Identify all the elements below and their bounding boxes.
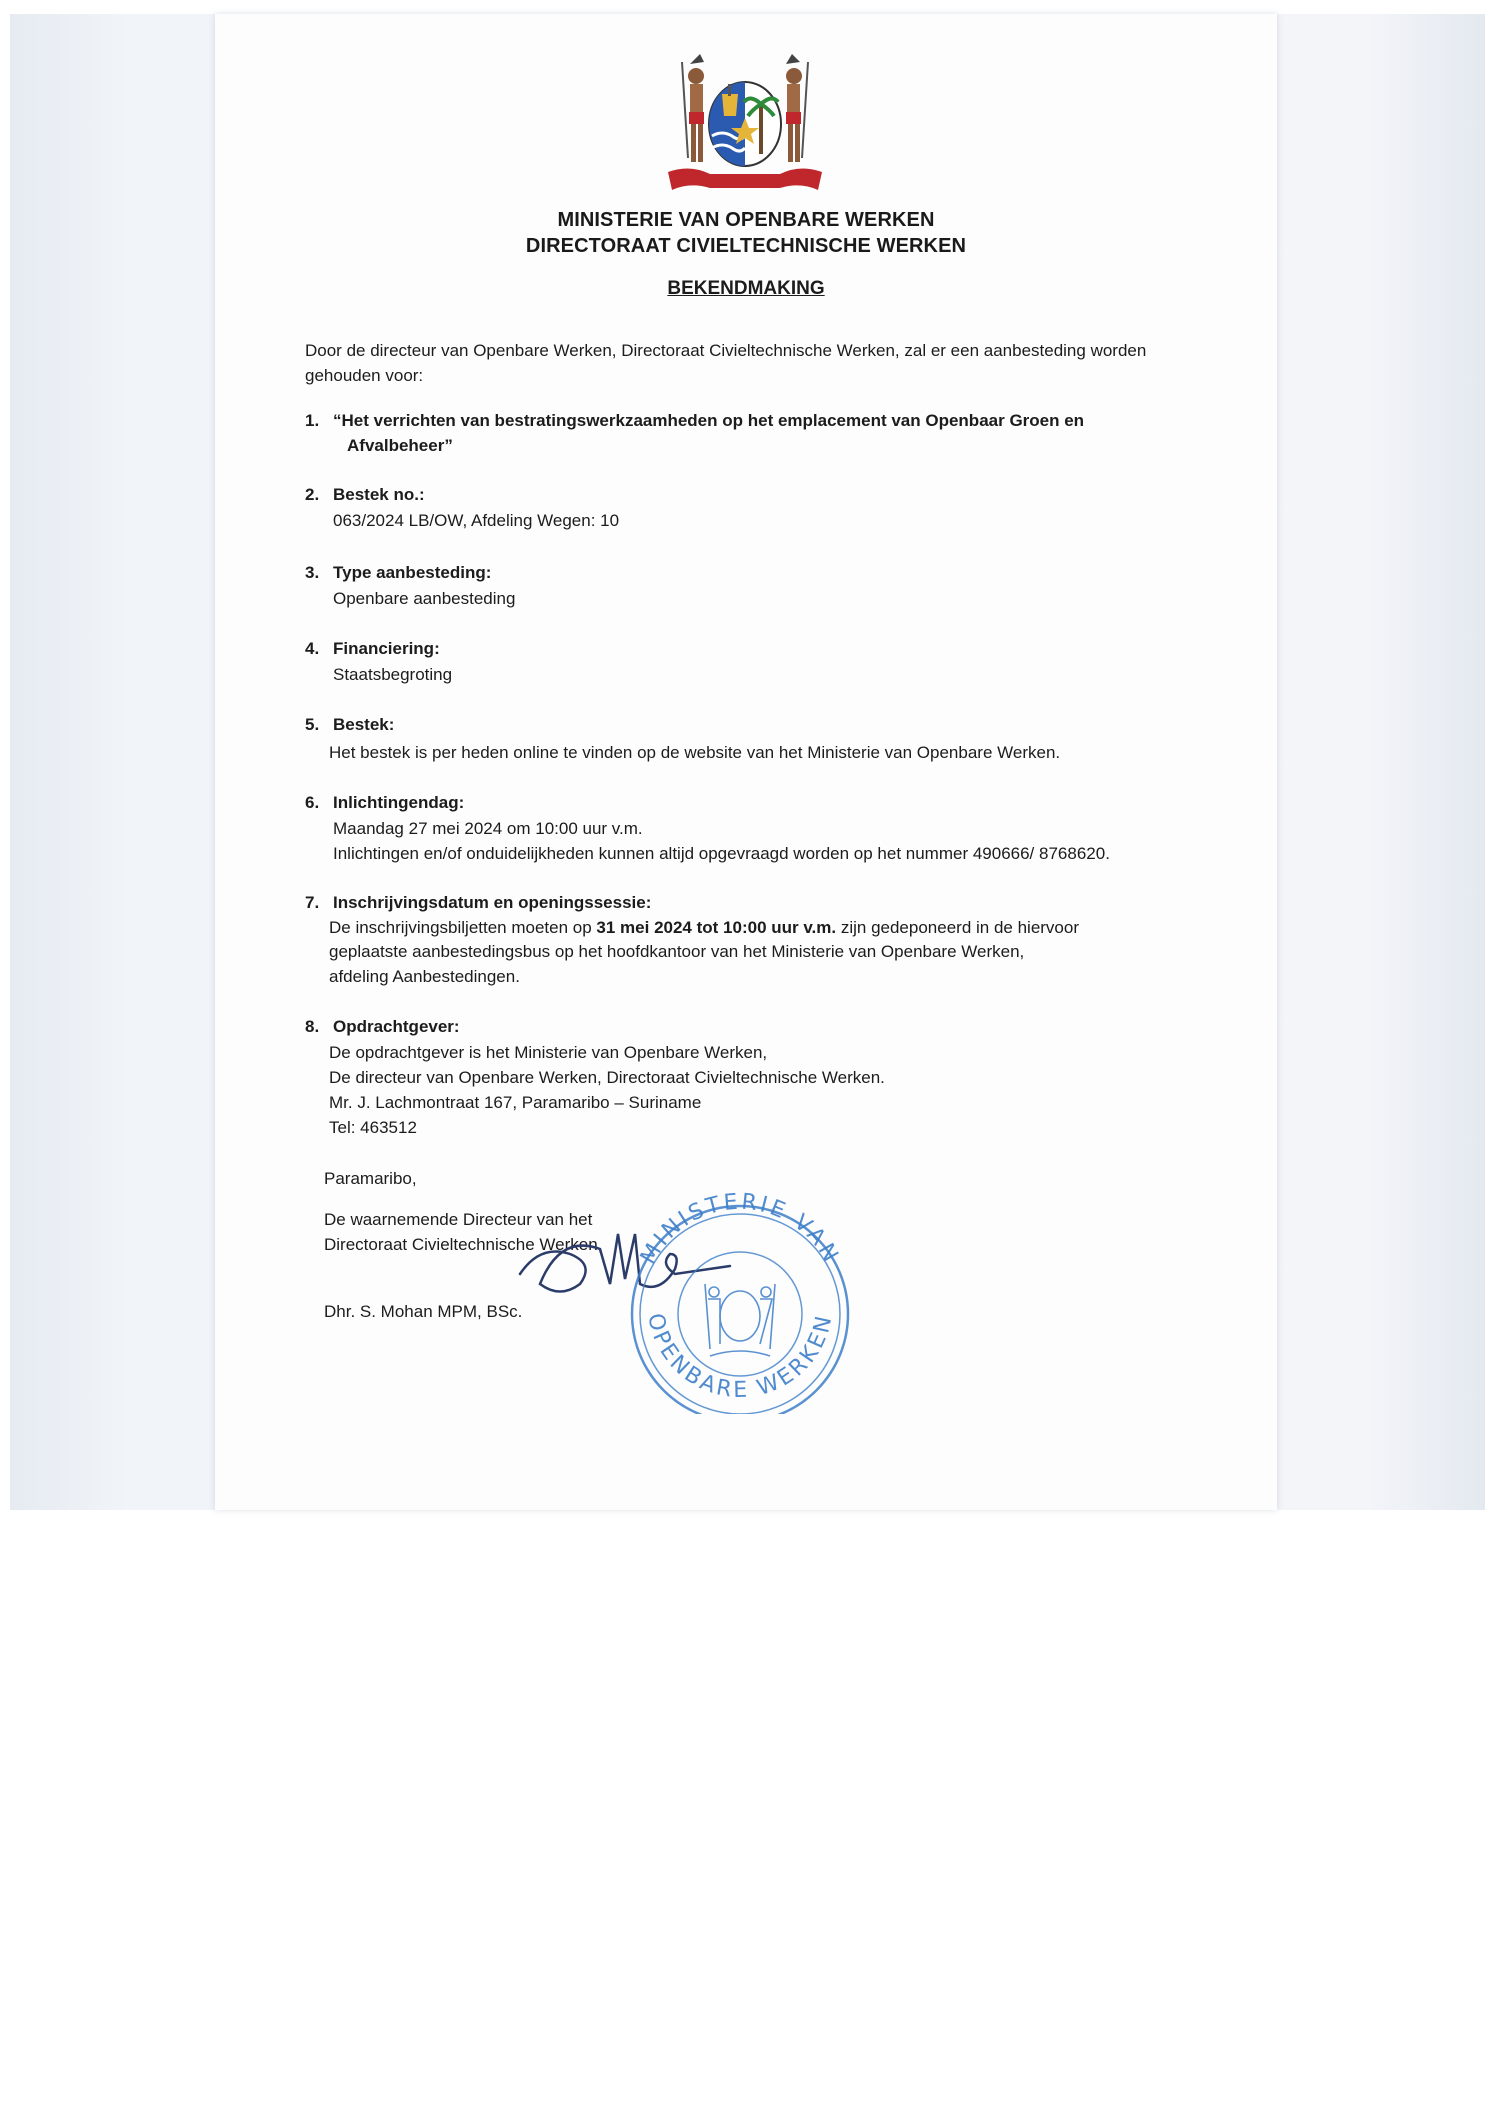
coat-of-arms-emblem bbox=[660, 54, 830, 196]
item-line: De opdrachtgever is het Ministerie van Openbare Werken, bbox=[329, 1043, 768, 1062]
item-number: 1. bbox=[305, 411, 320, 430]
item-line: Staatsbegroting bbox=[333, 665, 453, 684]
item-heading: Inlichtingendag: bbox=[333, 793, 465, 812]
item-line: afdeling Aanbestedingen. bbox=[329, 967, 520, 986]
document-page bbox=[215, 14, 1277, 1510]
intro-line-1: Door de directeur van Openbare Werken, Directoraat Civieltechnische Werken, zal er een aanbesteding worden bbox=[305, 341, 1147, 360]
item-number: 3. bbox=[305, 563, 320, 582]
item-line: Mr. J. Lachmontraat 167, Paramaribo – Suriname bbox=[329, 1093, 702, 1112]
item-heading: Financiering: bbox=[333, 639, 440, 658]
document-title: BEKENDMAKING bbox=[667, 278, 825, 299]
svg-text:OPENBARE WERKEN bbox=[642, 1311, 838, 1403]
item-heading: Bestek no.: bbox=[333, 485, 425, 504]
item-line: Inlichtingen en/of onduidelijkheden kunnen altijd opgevraagd worden op het nummer 490666/ 8768620. bbox=[333, 844, 1110, 863]
directorate-heading: DIRECTORAAT CIVIELTECHNISCHE WERKEN bbox=[525, 235, 967, 257]
item-line: Het bestek is per heden online te vinden op de website van het Ministerie van Openbare Werken. bbox=[329, 743, 1061, 762]
item-number: 8. bbox=[305, 1017, 320, 1036]
item-number: 2. bbox=[305, 485, 320, 504]
item-number: 6. bbox=[305, 793, 320, 812]
item-line: De directeur van Openbare Werken, Directoraat Civieltechnische Werken. bbox=[329, 1068, 885, 1087]
item-heading: Type aanbesteding: bbox=[333, 563, 492, 582]
item-heading: Bestek: bbox=[333, 715, 395, 734]
item-heading: Inschrijvingsdatum en openingssessie: bbox=[333, 893, 652, 912]
item-line: geplaatste aanbestedingsbus op het hoofdkantoor van het Ministerie van Openbare Werken, bbox=[329, 942, 1025, 961]
item-line-part: De inschrijvingsbiljetten moeten op bbox=[329, 918, 597, 937]
item-line-part: zijn gedeponeerd in de hiervoor bbox=[836, 918, 1079, 937]
item-line: Openbare aanbesteding bbox=[333, 589, 516, 608]
official-stamp-and-signature bbox=[500, 1174, 920, 1414]
item-number: 5. bbox=[305, 715, 320, 734]
intro-line-2: gehouden voor: bbox=[305, 366, 424, 385]
item-heading: Opdrachtgever: bbox=[333, 1017, 460, 1036]
item-line: Maandag 27 mei 2024 om 10:00 uur v.m. bbox=[333, 819, 643, 838]
closing-role-line-2: Directoraat Civieltechnische Werken, bbox=[324, 1235, 603, 1254]
item-number: 4. bbox=[305, 639, 320, 658]
stamp-top-text: MINISTERIE VAN bbox=[635, 1189, 845, 1269]
ministry-heading: MINISTERIE VAN OPENBARE WERKEN bbox=[557, 209, 935, 231]
item-line: 063/2024 LB/OW, Afdeling Wegen: 10 bbox=[333, 511, 620, 530]
item-number: 7. bbox=[305, 893, 320, 912]
closing-role-line-1: De waarnemende Directeur van het bbox=[324, 1210, 593, 1229]
item-heading: “Het verrichten van bestratingswerkzaamheden op het emplacement van Openbaar Groen en bbox=[333, 411, 1085, 430]
item-heading-continued: Afvalbeheer” bbox=[347, 436, 453, 455]
signatory-name: Dhr. S. Mohan MPM, BSc. bbox=[324, 1302, 523, 1321]
closing-place: Paramaribo, bbox=[324, 1169, 417, 1188]
stamp-bottom-text: OPENBARE WERKEN bbox=[642, 1311, 838, 1404]
item-line bbox=[329, 915, 1079, 940]
deadline-emphasis: 31 mei 2024 tot 10:00 uur v.m. bbox=[596, 918, 837, 937]
item-line: Tel: 463512 bbox=[329, 1118, 417, 1137]
